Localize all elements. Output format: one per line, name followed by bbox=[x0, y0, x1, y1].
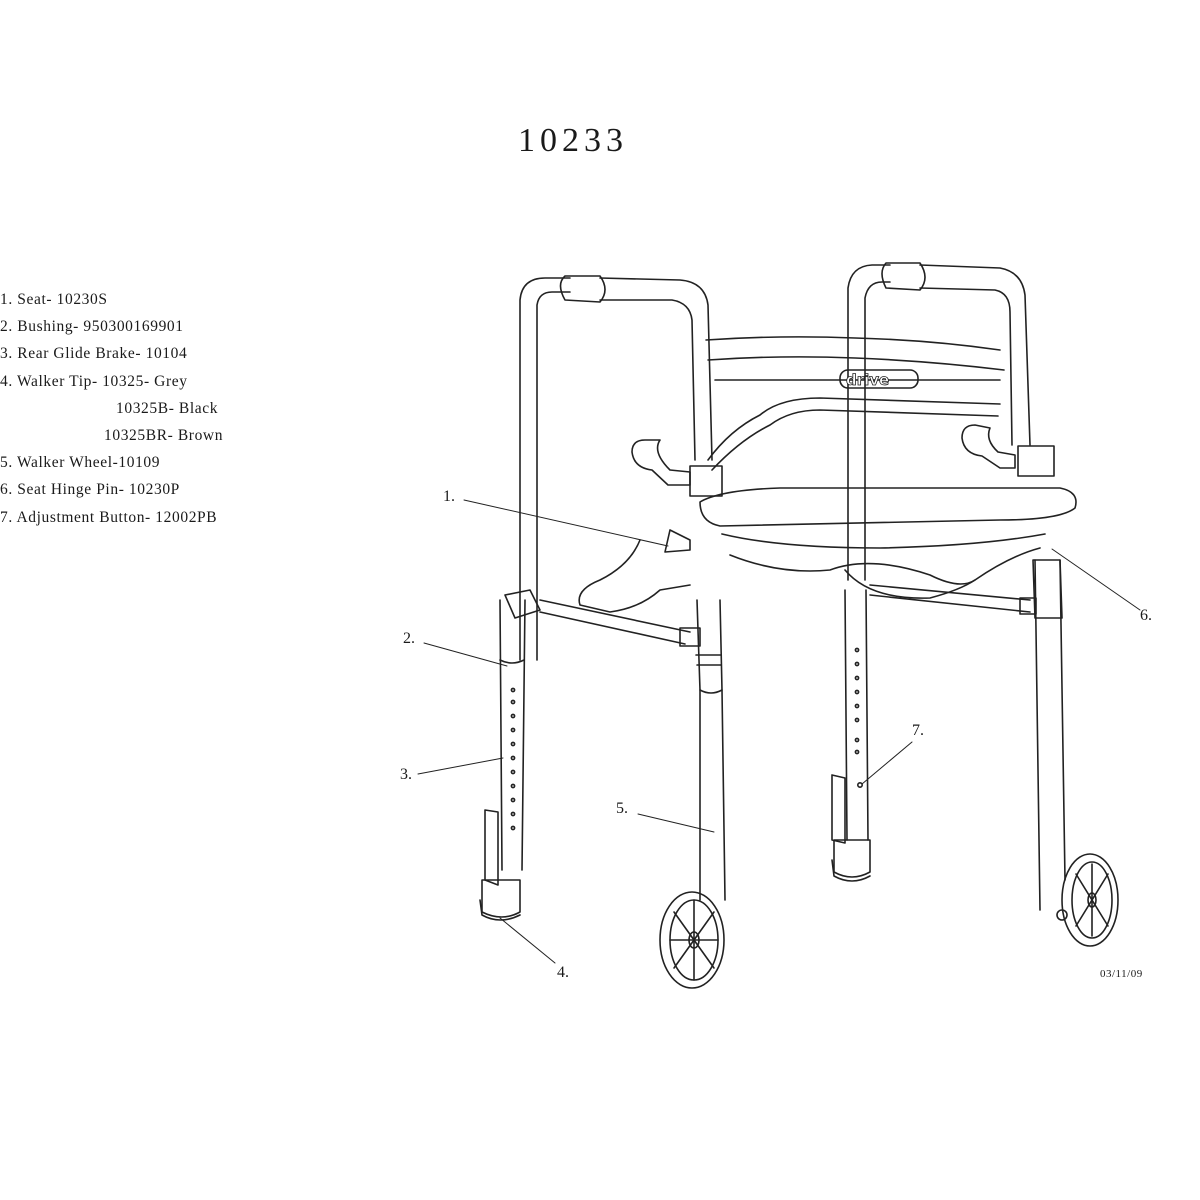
parts-list-item: 7. Adjustment Button- 12002PB bbox=[0, 508, 218, 526]
callout-3: 3. bbox=[400, 766, 412, 783]
left-wheel bbox=[660, 892, 724, 988]
parts-list-item: 2. Bushing- 950300169901 bbox=[0, 318, 184, 336]
callout-2: 2. bbox=[403, 630, 415, 647]
parts-list-item: 5. Walker Wheel-10109 bbox=[0, 454, 161, 472]
seat-back bbox=[632, 337, 1054, 496]
parts-list-item: 10325BR- Brown bbox=[104, 427, 224, 445]
callout-7: 7. bbox=[912, 722, 924, 739]
callout-5: 5. bbox=[616, 800, 628, 817]
brand-logo: drive bbox=[846, 371, 890, 389]
left-front-leg bbox=[480, 590, 540, 920]
parts-list-item: 10325B- Black bbox=[116, 399, 219, 417]
revision-date: 03/11/09 bbox=[1100, 968, 1143, 980]
right-wheel bbox=[1057, 854, 1118, 946]
callout-6: 6. bbox=[1140, 607, 1152, 624]
seat bbox=[579, 488, 1076, 612]
leader-lines bbox=[418, 500, 1140, 963]
model-number: 10233 bbox=[518, 122, 628, 159]
parts-list-item: 6. Seat Hinge Pin- 10230P bbox=[0, 481, 180, 499]
cross-bars bbox=[540, 585, 1036, 646]
parts-list-item: 1. Seat- 10230S bbox=[0, 291, 108, 308]
callout-4: 4. bbox=[557, 964, 569, 981]
parts-list-item: 3. Rear Glide Brake- 10104 bbox=[0, 345, 188, 363]
callout-1: 1. bbox=[443, 488, 455, 505]
parts-list-item: 4. Walker Tip- 10325- Grey bbox=[0, 372, 188, 390]
